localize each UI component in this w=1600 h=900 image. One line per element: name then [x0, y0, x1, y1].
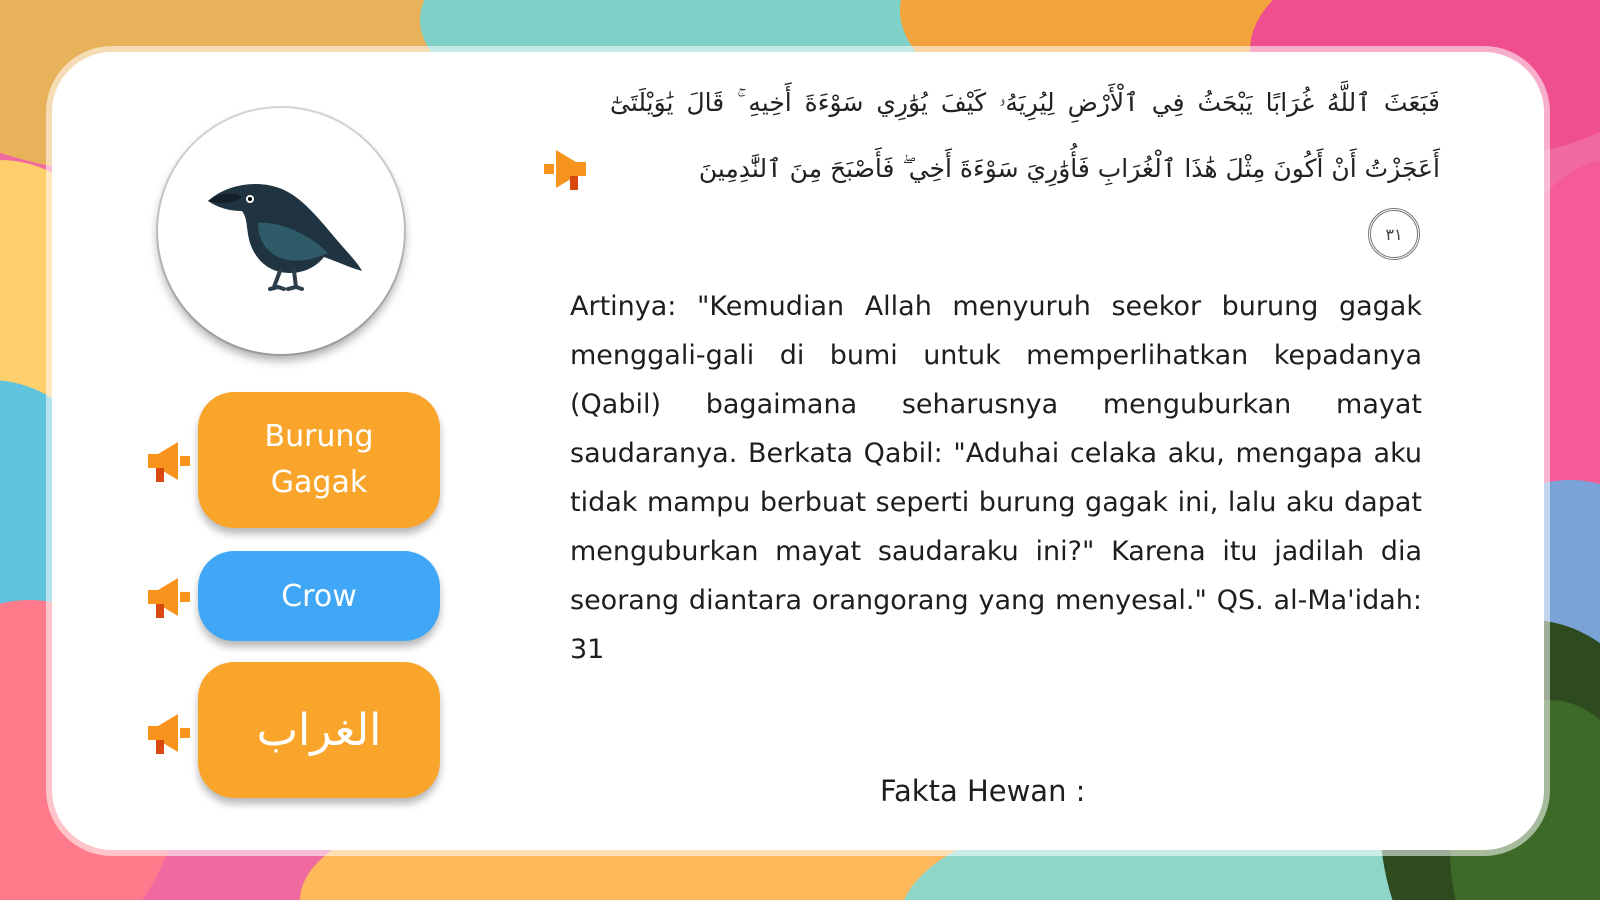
quran-verse: فَبَعَثَ ٱللَّهُ غُرَابًا يَبْحَثُ فِي ٱلْأَرْضِ لِيُرِيَهُۥ كَيْفَ يُوَٰرِي سَوْءَةَ أَخِيهِ ۚ قَالَ يَٰوَيْلَتَىٰٓ أَعَجَزْتُ أَنْ أَكُونَ مِثْلَ هَٰذَا ٱلْغُرَابِ فَأُوَٰرِيَ سَوْءَةَ أَخِي ۖ فَأَصْبَحَ مِنَ ٱلنَّٰدِمِينَ: [610, 88, 1440, 183]
ayah-number-badge: ٣١: [1368, 208, 1420, 260]
speaker-icon-verse[interactable]: [540, 144, 590, 194]
word-button-indonesian[interactable]: Burung Gagak: [198, 392, 440, 528]
word-button-english[interactable]: Crow: [198, 551, 440, 641]
speaker-icon-english[interactable]: [144, 572, 194, 622]
speaker-icon-indonesian[interactable]: [144, 436, 194, 486]
verse-translation: Artinya: "Kemudian Allah menyuruh seekor burung gagak menggali-gali di bumi untuk memperlihatkan kepadanya (Qabil) bagaimana seharusnya menguburkan mayat saudaranya. Berkata Qabil: "Aduhai celaka aku, mengapa aku tidak mampu berbuat seperti burung gagak ini, lalu aku dapat menguburkan mayat saudaraku ini?" Karena itu jadilah dia seorang diantara orangorang yang menyesal." QS. al-Ma'idah: 31: [570, 291, 1422, 665]
speaker-icon-arabic[interactable]: [144, 708, 194, 758]
crow-icon: [198, 163, 368, 293]
word-button-arabic[interactable]: الغراب: [198, 662, 440, 798]
animal-facts-label: Fakta Hewan :: [880, 774, 1086, 808]
crow-image-frame: [158, 108, 404, 354]
